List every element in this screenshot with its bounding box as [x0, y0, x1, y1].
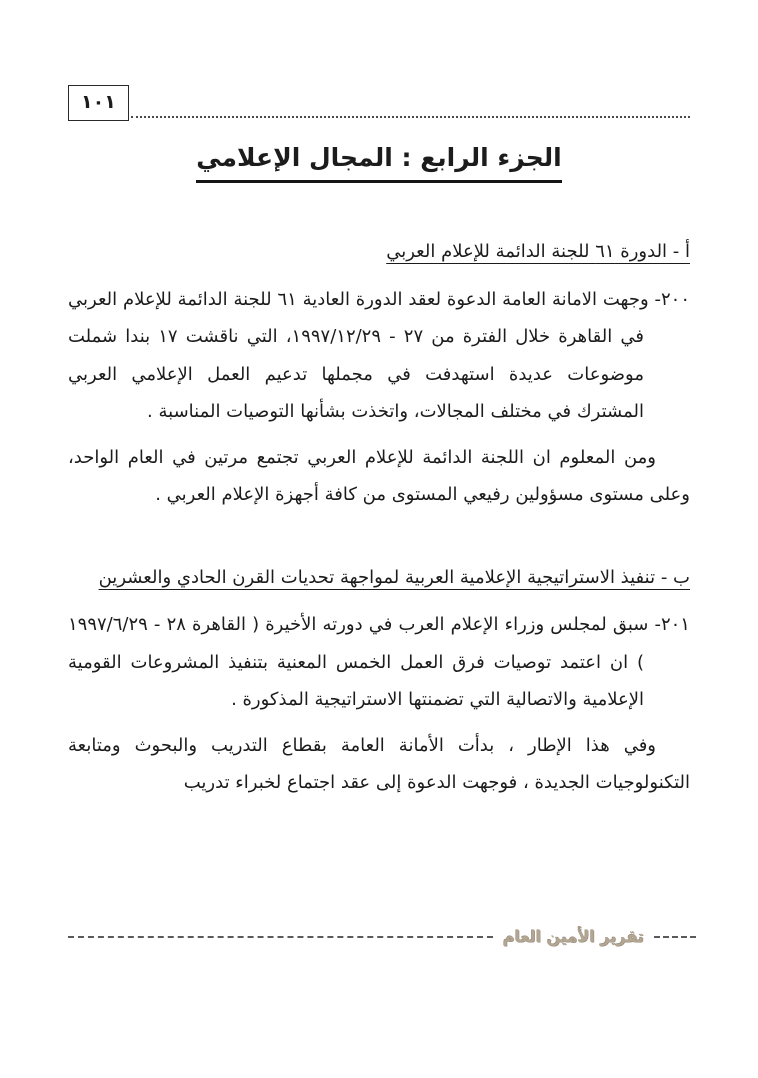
document-body — [68, 234, 690, 802]
header-dotted-rule — [131, 116, 690, 118]
section-b-heading — [68, 560, 690, 597]
section-a-heading-text: أ - الدورة ٦١ للجنة الدائمة للإعلام العربي — [386, 241, 690, 262]
section-b-heading-text: ب - تنفيذ الاستراتيجية الإعلامية العربية لمواجهة تحديات القرن الحادي والعشرين — [98, 566, 690, 588]
footer-rule-right — [654, 936, 696, 938]
paragraph-200 — [68, 281, 690, 431]
paragraph-201-number: ٢٠١- — [654, 614, 690, 636]
paragraph-201-text: سبق لمجلس وزراء الإعلام العرب في دورته الأخيرة ( القاهرة ٢٨ - ١٩٩٧/٦/٢٩ ) ان اعتمد توصيات فرق العمل الخمس المعنية بتنفيذ المشروعات القومية الإعلامية والاتصالية التي تضمنتها الاستراتيجية المذكورة . — [68, 614, 649, 711]
page-title — [68, 143, 690, 172]
footer-stamp: تقرير الأمين العام — [502, 927, 644, 946]
page-footer — [68, 927, 696, 946]
page-title-text: الجزء الرابع : المجال الإعلامي — [196, 143, 562, 183]
page-number: ١٠١ — [68, 85, 129, 121]
paragraph-b2: وفي هذا الإطار ، بدأت الأمانة العامة بقطاع التدريب والبحوث ومتابعة التكنولوجيات الجديدة ، فوجهت الدعوة إلى عقد اجتماع لخبراء تدريب — [68, 734, 690, 794]
page-header — [68, 85, 690, 121]
section-a-heading — [68, 234, 690, 271]
paragraph-a2: ومن المعلوم ان اللجنة الدائمة للإعلام العربي تجتمع مرتين في العام الواحد، وعلى مستوى مسؤولين رفيعي المستوى من كافة أجهزة الإعلام العربي . — [68, 446, 690, 506]
paragraph-201 — [68, 606, 690, 718]
paragraph-200-text: وجهت الامانة العامة الدعوة لعقد الدورة العادية ٦١ للجنة الدائمة للإعلام العربي في القاهرة خلال الفترة من ٢٧ - ١٩٩٧/١٢/٢٩، التي ناقشت ١٧ بندا شملت موضوعات عديدة استهدفت في مجملها تدعيم العمل الإعلامي العربي المشترك في مختلف المجالات، واتخذت بشأنها التوصيات المناسبة . — [68, 288, 649, 423]
paragraph-200-number: ٢٠٠- — [654, 288, 690, 310]
footer-rule-left — [68, 936, 493, 938]
